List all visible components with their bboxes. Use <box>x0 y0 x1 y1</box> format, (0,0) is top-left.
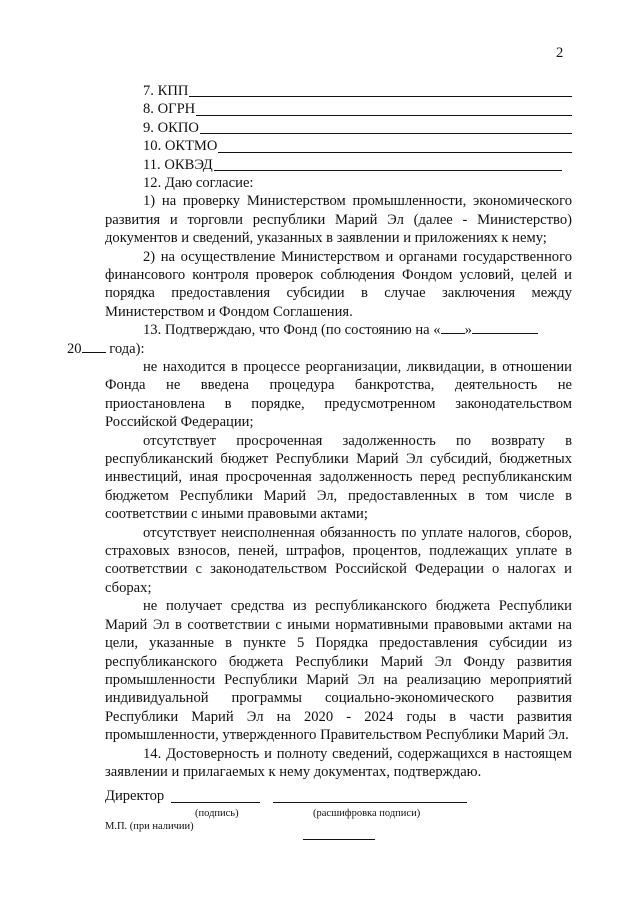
fill-line[interactable] <box>196 102 572 116</box>
year-suffix: года): <box>109 340 145 357</box>
field-kpp <box>143 82 572 100</box>
field-label: 9. ОКПО <box>143 119 199 136</box>
item-13-intro-start: 13. Подтверждаю, что Фонд (по состоянию на « <box>143 322 441 339</box>
item-13-paragraph-3: отсутствует неисполненная обязанность по уплате налогов, сборов, страховых взносов, пеней, штрафов, процентов, подлежащих уплате в соответствии с законодательством Российской Федерации о налогах и сборах; <box>105 524 572 596</box>
signature-block <box>105 787 485 867</box>
item-13-intro-mid: » <box>464 322 472 339</box>
item-13-paragraph-2: отсутствует просроченная задолженность по возврату в республиканский бюджет Республики Марий Эл субсидий, бюджетных инвестиций, иная просроченная задолженность перед республиканским бюджетом Республики Марий Эл, предоставленных в том числе в соответствии с иными правовыми актами; <box>105 432 572 523</box>
field-ogrn <box>143 100 572 118</box>
signature-caption: (подпись) <box>195 808 239 819</box>
item-13-paragraph-4: не получает средства из республиканского бюджета Республики Марий Эл в соответствии с иными нормативными правовыми актами на цели, указанные в пункте 5 Порядка предоставления субсидии из республиканского бюджета Республики Марий Эл Фонду развития промышленности Республики Марий Эл на реализацию мероприятий индивидуальной программы социально-экономического развития Республики Марий Эл на 2020 - 2024 годы в части развития промышленности, утвержденного Правительством Республики Марий Эл. <box>105 598 572 744</box>
document-body <box>67 82 572 781</box>
item-12-paragraph-2: 2) на осуществление Министерством и органами государственного финансового контроля проверок соблюдения Фондом условий, целей и порядка предоставления субсидии в случае заключения между Министерством и Фондом Соглашения. <box>105 248 572 320</box>
decode-caption: (расшифровка подписи) <box>313 808 421 819</box>
fill-line[interactable] <box>218 139 572 153</box>
fill-line[interactable] <box>189 83 572 97</box>
signature-decode-line[interactable] <box>273 802 467 803</box>
field-oktmo <box>143 137 572 155</box>
year-prefix: 20 <box>67 340 82 357</box>
signature-line[interactable] <box>171 802 260 803</box>
page-number: 2 <box>556 45 564 61</box>
stamp-label: М.П. (при наличии) <box>105 821 194 832</box>
field-label: 10. ОКТМО <box>143 138 218 155</box>
field-label: 8. ОГРН <box>143 101 196 118</box>
item-13-intro <box>67 321 572 358</box>
field-label: 7. КПП <box>143 82 189 99</box>
item-13-paragraph-1: не находится в процессе реорганизации, ликвидации, в отношении Фонда не введена процедура банкротства, деятельность не приостановлена в порядке, предусмотренном законодательством Российской Федерации; <box>105 359 572 431</box>
year-blank[interactable] <box>82 340 106 353</box>
field-okved <box>143 156 562 174</box>
fill-line[interactable] <box>214 157 562 171</box>
bottom-rule <box>303 839 375 840</box>
item-12-paragraph-1: 1) на проверку Министерством промышленности, экономического развития и торговли республики Марий Эл (далее - Министерство) документов и сведений, указанных в заявлении и приложениях к нему; <box>105 193 572 247</box>
field-label: 11. ОКВЭД <box>143 156 213 173</box>
fill-line[interactable] <box>200 120 572 134</box>
item-12-heading: 12. Даю согласие: <box>143 174 254 191</box>
day-blank[interactable] <box>441 321 465 334</box>
item-14-paragraph: 14. Достоверность и полноту сведений, содержащихся в настоящем заявлении и прилагаемых к нему документах, подтверждаю. <box>105 745 572 780</box>
month-blank[interactable] <box>472 321 538 334</box>
field-okpo <box>143 119 572 137</box>
director-label: Директор <box>105 788 165 804</box>
